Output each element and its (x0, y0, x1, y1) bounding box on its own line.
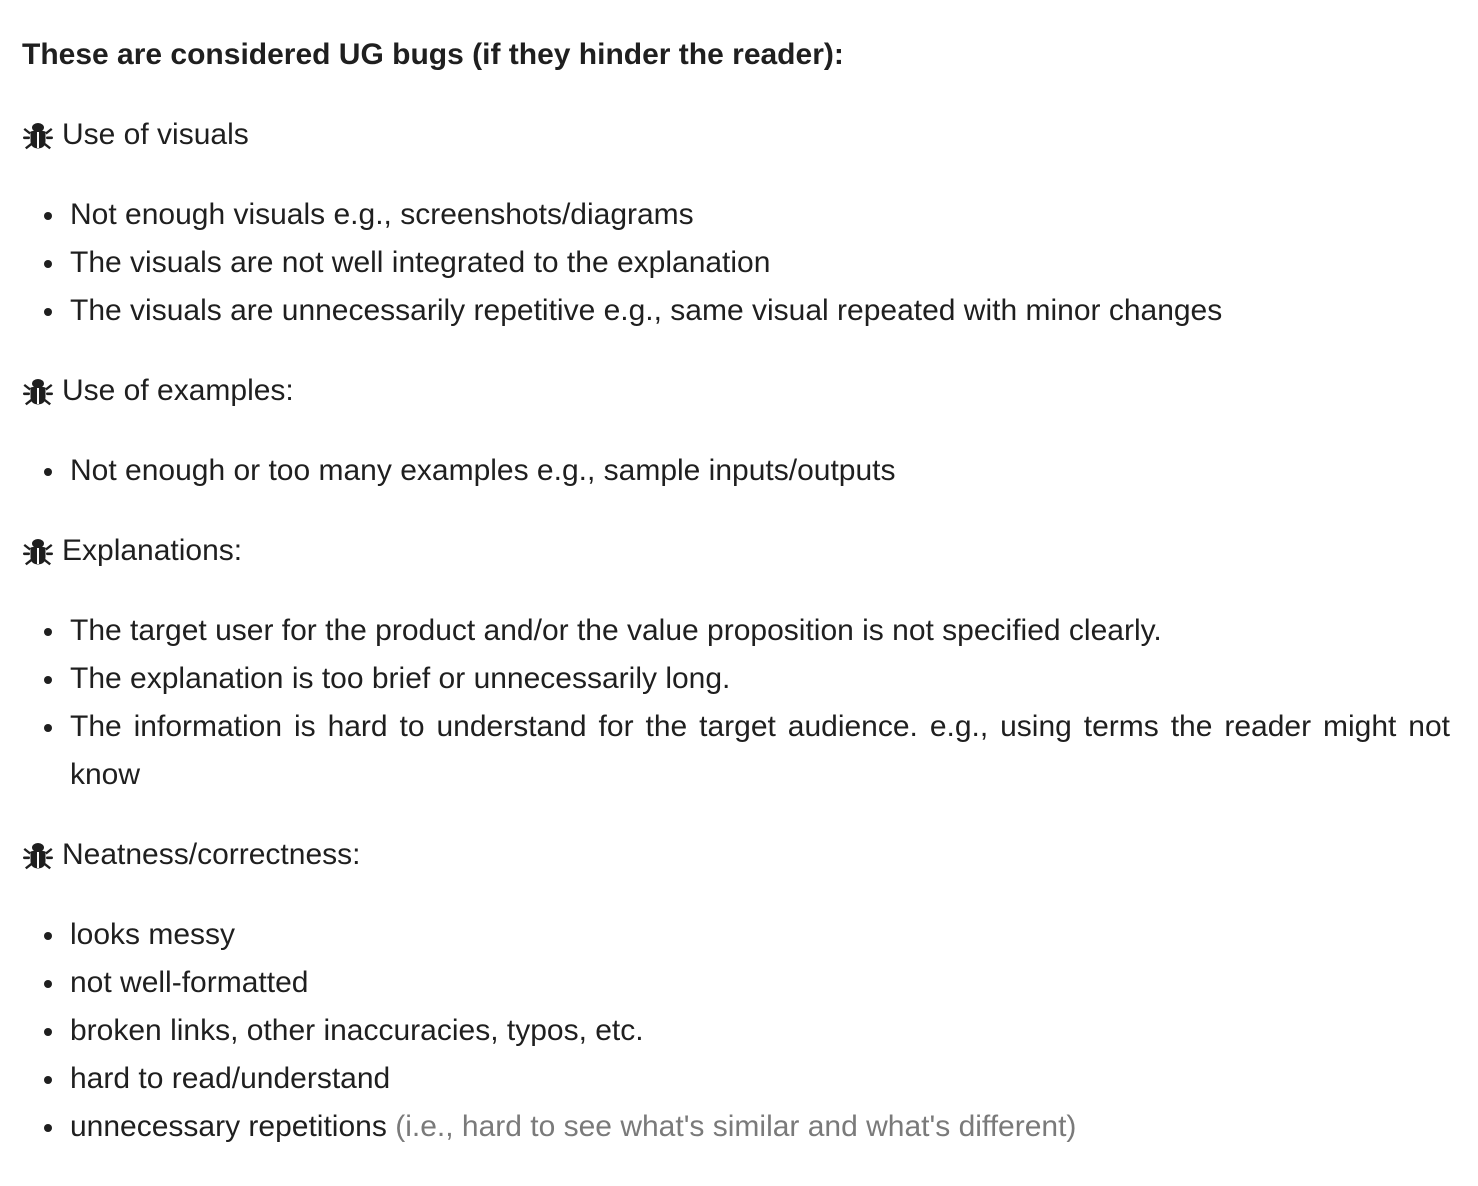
section-title-visuals (22, 111, 1450, 159)
list-item: looks messy (22, 911, 1450, 959)
list-item-note: (i.e., hard to see what's similar and what's different) (395, 1110, 1077, 1143)
list-item: not well-formatted (22, 959, 1450, 1007)
section-title-text: Use of visuals (62, 118, 249, 151)
section-title-text: Neatness/correctness: (62, 838, 361, 871)
list-item: The visuals are not well integrated to the explanation (22, 239, 1450, 287)
list-item: broken links, other inaccuracies, typos, etc. (22, 1007, 1450, 1055)
list-item: Not enough or too many examples e.g., sample inputs/outputs (22, 447, 1450, 495)
section-title-explanations (22, 527, 1450, 575)
list-neatness (22, 911, 1450, 1151)
bug-icon (22, 375, 54, 407)
section-title-examples (22, 367, 1450, 415)
section-title-neatness (22, 831, 1450, 879)
list-item: Not enough visuals e.g., screenshots/diagrams (22, 191, 1450, 239)
bug-icon (22, 839, 54, 871)
section-title-text: Use of examples: (62, 374, 294, 407)
list-visuals (22, 191, 1450, 335)
bug-icon (22, 119, 54, 151)
list-item: The information is hard to understand for the target audience. e.g., using terms the reader might not know (22, 703, 1450, 799)
list-item (22, 1103, 1450, 1151)
bug-icon (22, 535, 54, 567)
list-item-text: unnecessary repetitions (70, 1110, 387, 1143)
list-item: The visuals are unnecessarily repetitive e.g., same visual repeated with minor changes (22, 287, 1450, 335)
page-heading: These are considered UG bugs (if they hinder the reader): (22, 38, 844, 71)
list-item: The explanation is too brief or unnecessarily long. (22, 655, 1450, 703)
section-title-text: Explanations: (62, 534, 243, 567)
list-examples (22, 447, 1450, 495)
list-item: hard to read/understand (22, 1055, 1450, 1103)
list-explanations (22, 607, 1450, 799)
list-item: The target user for the product and/or the value proposition is not specified clearly. (22, 607, 1450, 655)
